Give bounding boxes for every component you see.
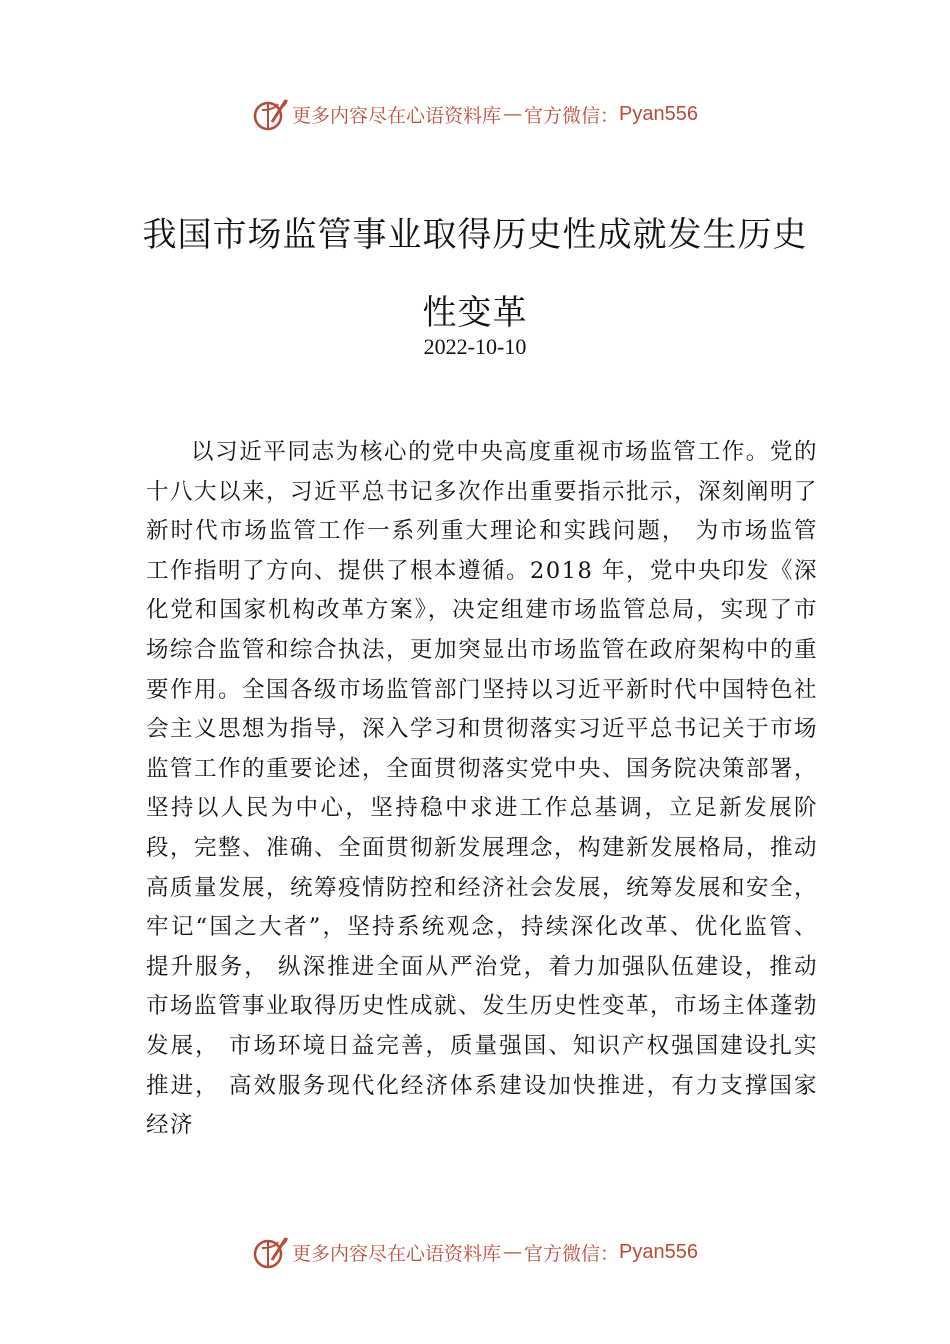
watermark-separator: — (503, 1241, 523, 1263)
article-date: 2022-10-10 (423, 334, 527, 359)
quill-logo-icon (252, 1234, 288, 1270)
article-body: 以习近平同志为核心的党中央高度重视市场监管工作。党的十八大以来，习近平总书记多次作出重要指示批示，深刻阐明了新时代市场监管工作一系列重大理论和实践问题， 为市场监管工作指明了方向、提供了根本遵循。2018 年，党中央印发《深化党和国家机构改革方案》，决定组建市场监管总局，实现了市场综合监管和综合执法，更加突显出市场监管在政府架构中的重要作用。全国各级市场监管部门坚持以习近平新时代中国特色社会主义思想为指导，深入学习和贯彻落实习近平总书记关于市场监管工作的重要论述，全面贯彻落实党中央、国务院决策部署，坚持以人民为中心，坚持稳中求进工作总基调，立足新发展阶段，完整、准确、全面贯彻新发展理念，构建新发展格局，推动高质量发展，统筹疫情防控和经济社会发展，统筹发展和安全，牢记“国之大者”，坚持系统观念，持续深化改革、优化监管、提升服务， 纵深推进全面从严治党，着力加强队伍建设，推动市场监管事业取得历史性成就、发生历史性变革，市场主体蓬勃发展， 市场环境日益完善，质量强国、知识产权强国建设扎实推进， 高效服务现代化经济体系建设加快推进，有力支撑国家经济 (146, 439, 819, 1139)
wechat-label: 官方微信： (524, 104, 620, 127)
footer-watermark (0, 1232, 950, 1272)
wechat-id: Pyan556 (619, 102, 698, 125)
quill-logo-icon (252, 96, 288, 132)
article-title: 我国市场监管事业取得历史性成就发生历史性变革 (142, 215, 808, 333)
watermark-text: 更多内容尽在心语资料库 (292, 104, 502, 127)
watermark-text: 更多内容尽在心语资料库 (292, 1242, 502, 1265)
wechat-id: Pyan556 (619, 1240, 698, 1263)
header-watermark (0, 94, 950, 134)
watermark-separator: — (503, 103, 523, 125)
wechat-label: 官方微信： (524, 1242, 620, 1265)
